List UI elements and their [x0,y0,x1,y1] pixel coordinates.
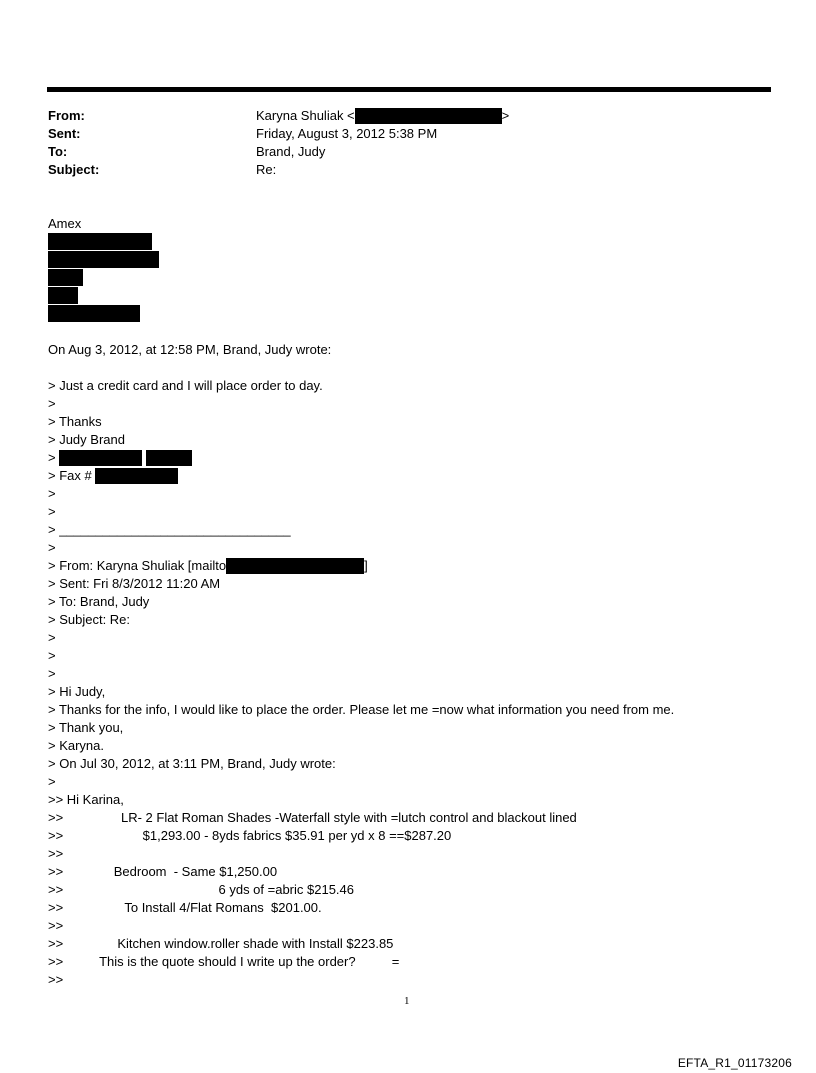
document-id: EFTA_R1_01173206 [677,1056,792,1070]
amex-text: Amex [48,216,82,231]
subject-value: Re: [256,162,277,177]
quote-line [48,449,192,467]
redaction-block [48,269,83,286]
quote-line: >> Bedroom - Same $1,250.00 [48,864,278,879]
quote-line: > [48,648,56,663]
quote-line: > Thanks for the info, I would like to place the order. Please let me =now what information you need from me. [48,702,675,717]
header-rule [47,87,771,92]
quoted-from-suffix: ] [364,558,368,573]
quote-line: > [48,396,56,411]
from-name: Karyna Shuliak < [256,108,355,123]
sent-label: Sent: [48,126,81,141]
to-value: Brand, Judy [256,144,326,159]
quote-line: > Karyna. [48,738,105,753]
quote-line: > [48,666,56,681]
quote-line: >> Hi Karina, [48,792,124,807]
quote-line: >> $1,293.00 - 8yds fabrics $35.91 per yd x 8 ==$287.20 [48,828,452,843]
redaction-block [59,450,142,466]
quote-line: > [48,630,56,645]
redaction-block [48,287,78,304]
redaction-block [355,108,502,124]
quote-line [48,467,178,485]
redaction-block [48,251,159,268]
quote-line: > Judy Brand [48,432,125,447]
quote-line: > Thanks [48,414,102,429]
quote-line: > Thank you, [48,720,124,735]
quote-line: > [48,504,56,519]
quote-line: > Subject: Re: [48,612,131,627]
redaction-block [95,468,178,484]
quote-line: > [48,540,56,555]
redaction-block [48,233,152,250]
sent-value: Friday, August 3, 2012 5:38 PM [256,126,438,141]
redaction-block [146,450,192,466]
quoted-from: > From: Karyna Shuliak [mailto [48,558,227,573]
quote-line: >> LR- 2 Flat Roman Shades -Waterfall style with =lutch control and blackout lined [48,810,577,825]
quote-line: > Sent: Fri 8/3/2012 11:20 AM [48,576,221,591]
quote-line: >> [48,846,64,861]
redaction-block [226,558,364,574]
quote-line: >> Kitchen window.roller shade with Install $223.85 [48,936,394,951]
quote-line: >> This is the quote should I write up the order? = [48,954,400,969]
from-value [256,107,509,125]
quote-line: > To: Brand, Judy [48,594,150,609]
fax-label: > Fax # [48,468,92,483]
from-label: From: [48,108,85,123]
quote-line [48,557,368,575]
quote-line: > On Jul 30, 2012, at 3:11 PM, Brand, Judy wrote: [48,756,336,771]
quote-line: >> [48,972,64,987]
redaction-block [48,305,140,322]
quote-line: > [48,486,56,501]
from-suffix: > [501,108,510,123]
quote-line: > [48,774,56,789]
quote-marker: > [48,450,56,465]
quote-line: > Just a credit card and I will place order to day. [48,378,323,393]
quote-line: >> 6 yds of =abric $215.46 [48,882,355,897]
quote-line: > ________________________________ [48,522,291,537]
quote-line: >> [48,918,64,933]
to-label: To: [48,144,68,159]
subject-label: Subject: [48,162,100,177]
reply-intro: On Aug 3, 2012, at 12:58 PM, Brand, Judy wrote: [48,342,332,357]
quote-line: > Hi Judy, [48,684,106,699]
quote-line: >> To Install 4/Flat Romans $201.00. [48,900,322,915]
page-number: 1 [404,995,410,1007]
